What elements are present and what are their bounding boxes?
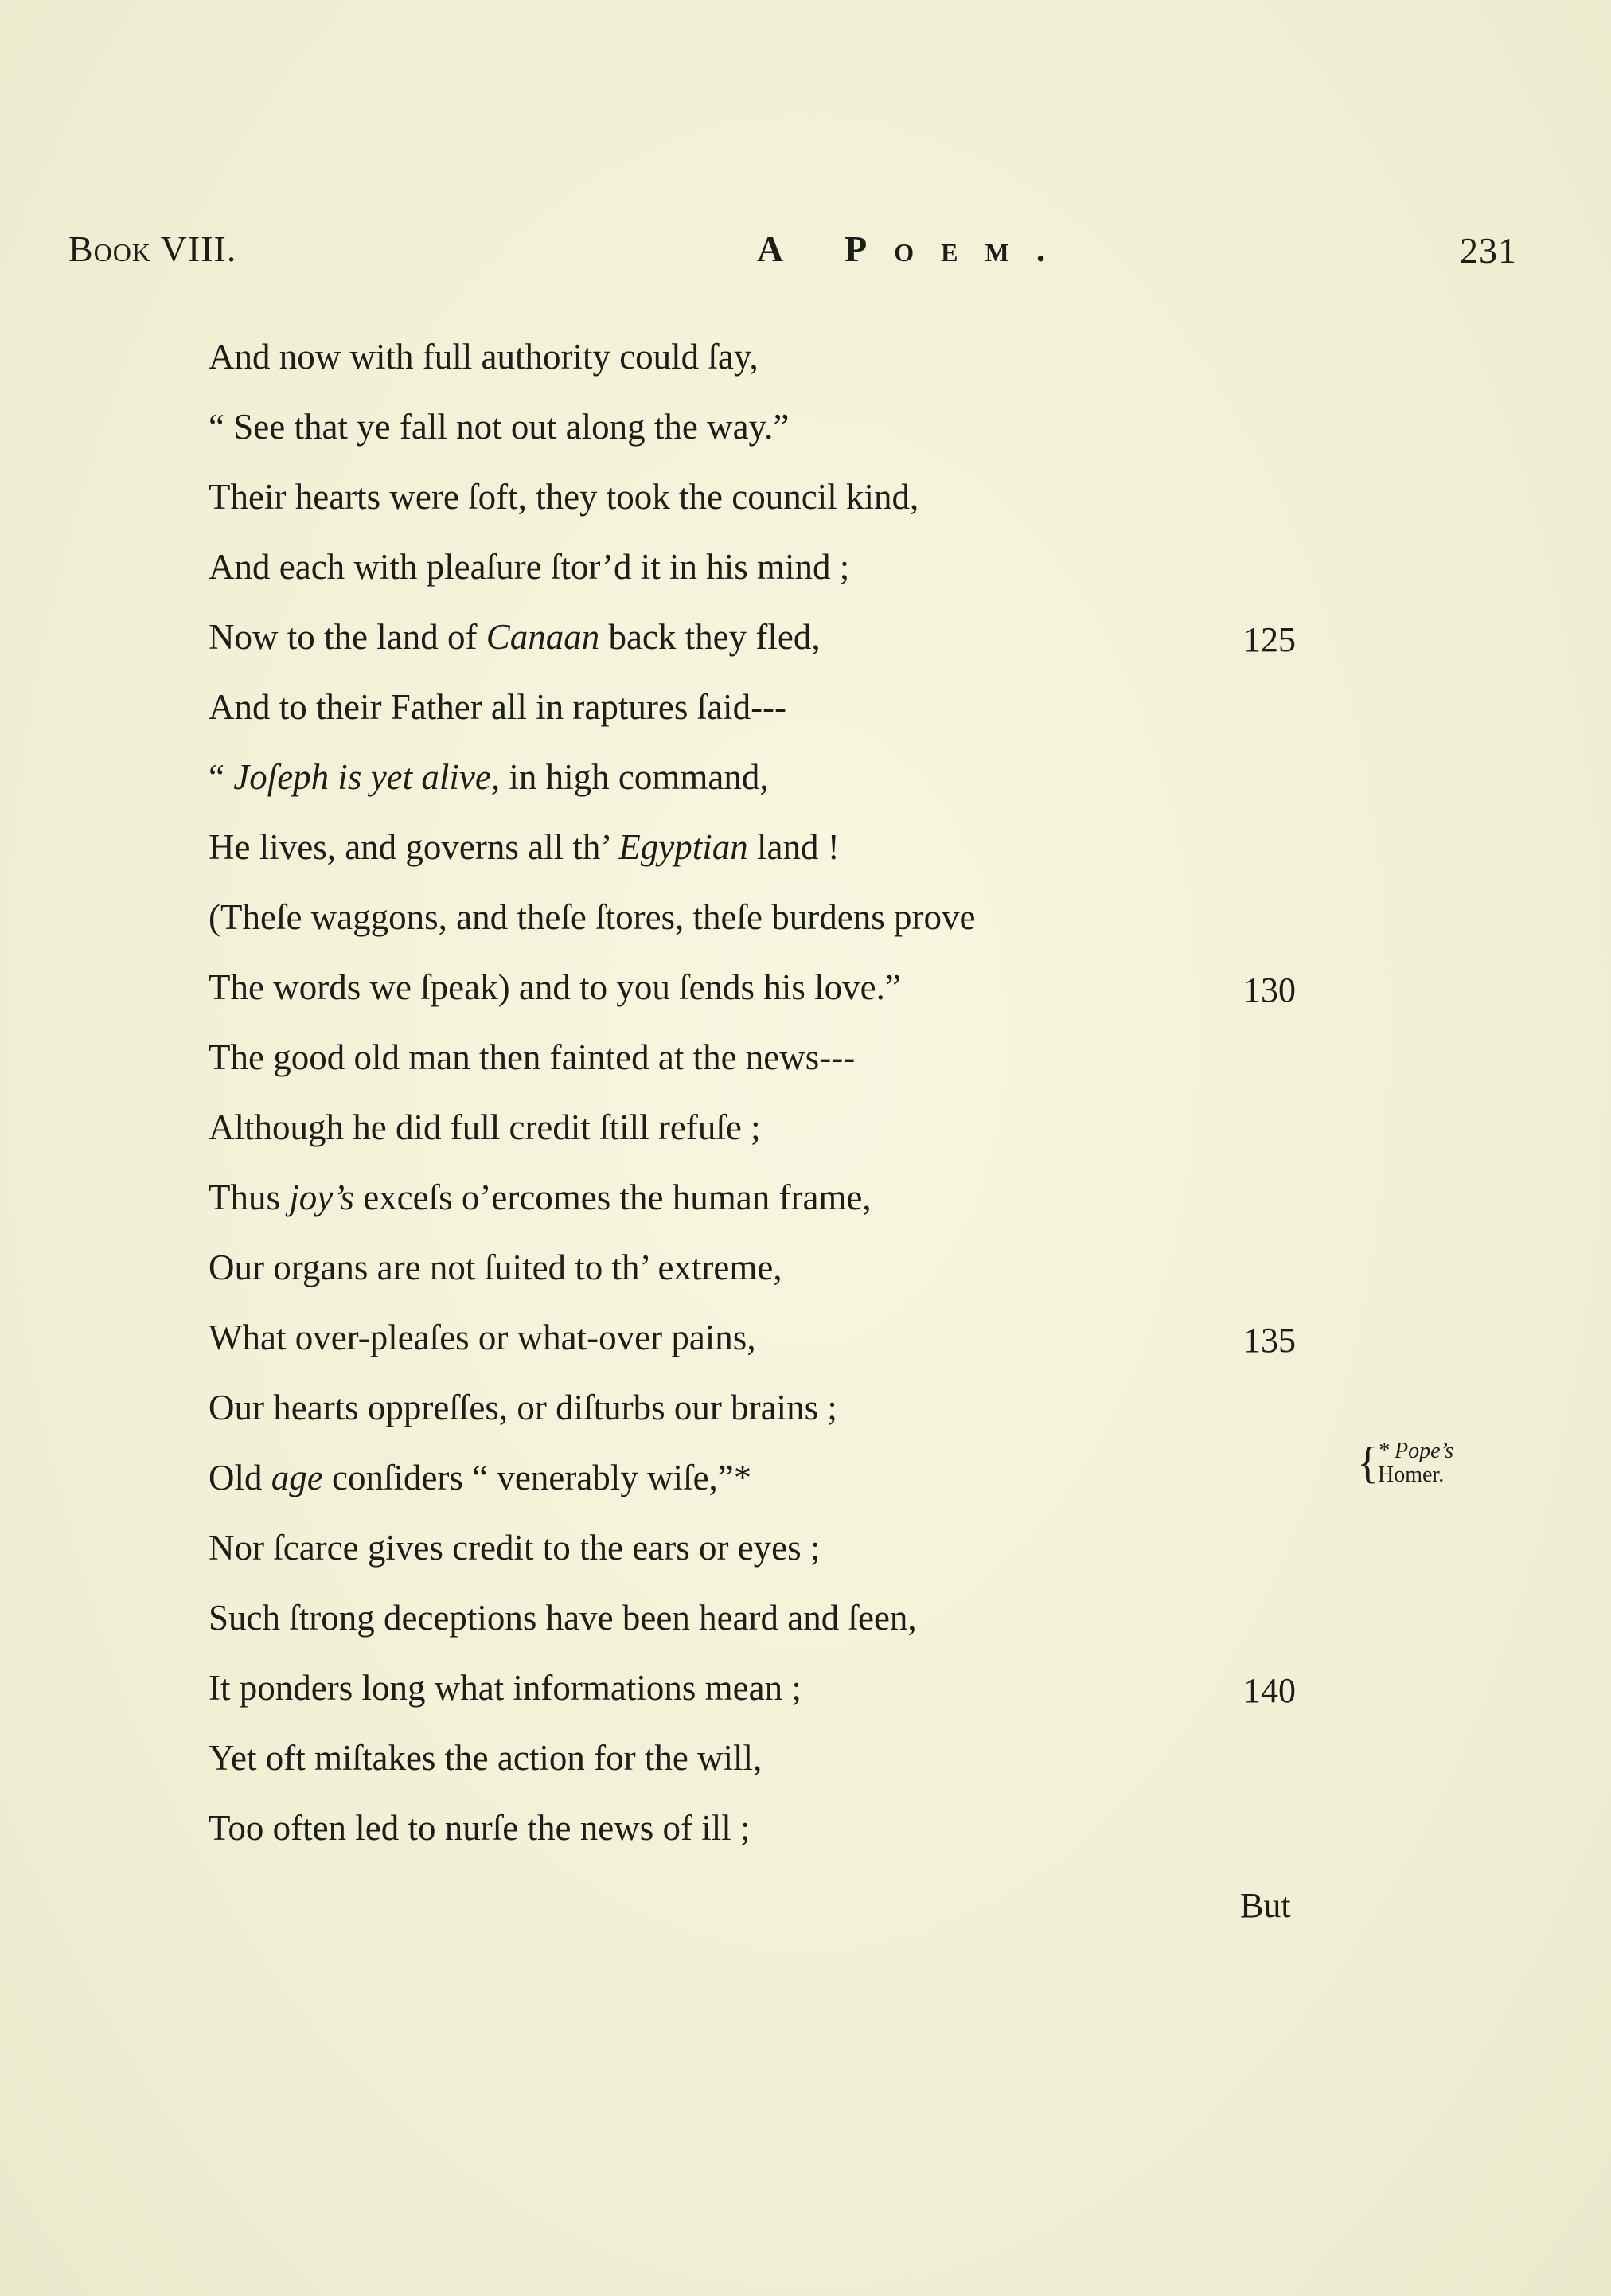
page-number: 231	[1460, 230, 1517, 271]
verse-line: Too often led to nurſe the news of ill ;	[209, 1808, 751, 1848]
verse-line: Yet oft miſtakes the action for the will,	[209, 1738, 763, 1778]
verse-line: What over-pleaſes or what-over pains,	[209, 1318, 756, 1357]
verse-line: Their hearts were ſoft, they took the council kind,	[209, 477, 919, 517]
marginal-note-work: Homer.	[1378, 1462, 1445, 1487]
verse-line: “ Joſeph is yet alive, in high command,	[209, 757, 769, 797]
brace-mark: {	[1357, 1439, 1379, 1488]
verse-line: Thus joy’s exceſs o’ercomes the human frame,	[209, 1177, 872, 1217]
verse-line: And now with full authority could ſay,	[209, 337, 759, 377]
verse-line: The good old man then fainted at the news---	[209, 1037, 856, 1077]
line-number: 140	[1243, 1671, 1296, 1710]
line-number: 130	[1243, 970, 1296, 1009]
verse-line: Now to the land of Canaan back they fled,	[209, 617, 821, 657]
verse-line: Such ſtrong deceptions have been heard and ſeen,	[209, 1598, 917, 1638]
book-label: Book VIII.	[68, 228, 237, 269]
running-title: A Poem.	[757, 228, 1073, 269]
line-number: 135	[1243, 1321, 1296, 1360]
verse-line: He lives, and governs all th’ Egyptian land !	[209, 827, 840, 867]
marginal-note-author: * Pope’s	[1378, 1439, 1454, 1463]
verse-line: Nor ſcarce gives credit to the ears or eyes ;	[209, 1528, 821, 1568]
running-header	[68, 228, 1517, 275]
verse-line: Old age conſiders “ venerably wiſe,”*	[209, 1458, 752, 1497]
verse-line: Our organs are not ſuited to th’ extreme,	[209, 1248, 782, 1287]
catchword: But	[1240, 1886, 1291, 1925]
verse-line: And each with pleaſure ſtor’d it in his mind ;	[209, 547, 850, 587]
verse-line: (Theſe waggons, and theſe ſtores, theſe burdens prove	[209, 897, 976, 937]
verse-line: The words we ſpeak) and to you ſends his love.”	[209, 967, 901, 1007]
verse-line: And to their Father all in raptures ſaid---	[209, 687, 787, 727]
line-number: 125	[1243, 620, 1296, 659]
verse-line: Our hearts oppreſſes, or diſturbs our brains ;	[209, 1388, 837, 1427]
verse-line: It ponders long what informations mean ;	[209, 1668, 802, 1708]
verse-line: “ See that ye fall not out along the way.”	[209, 407, 790, 447]
verse-line: Although he did full credit ſtill refuſe ;	[209, 1107, 761, 1147]
